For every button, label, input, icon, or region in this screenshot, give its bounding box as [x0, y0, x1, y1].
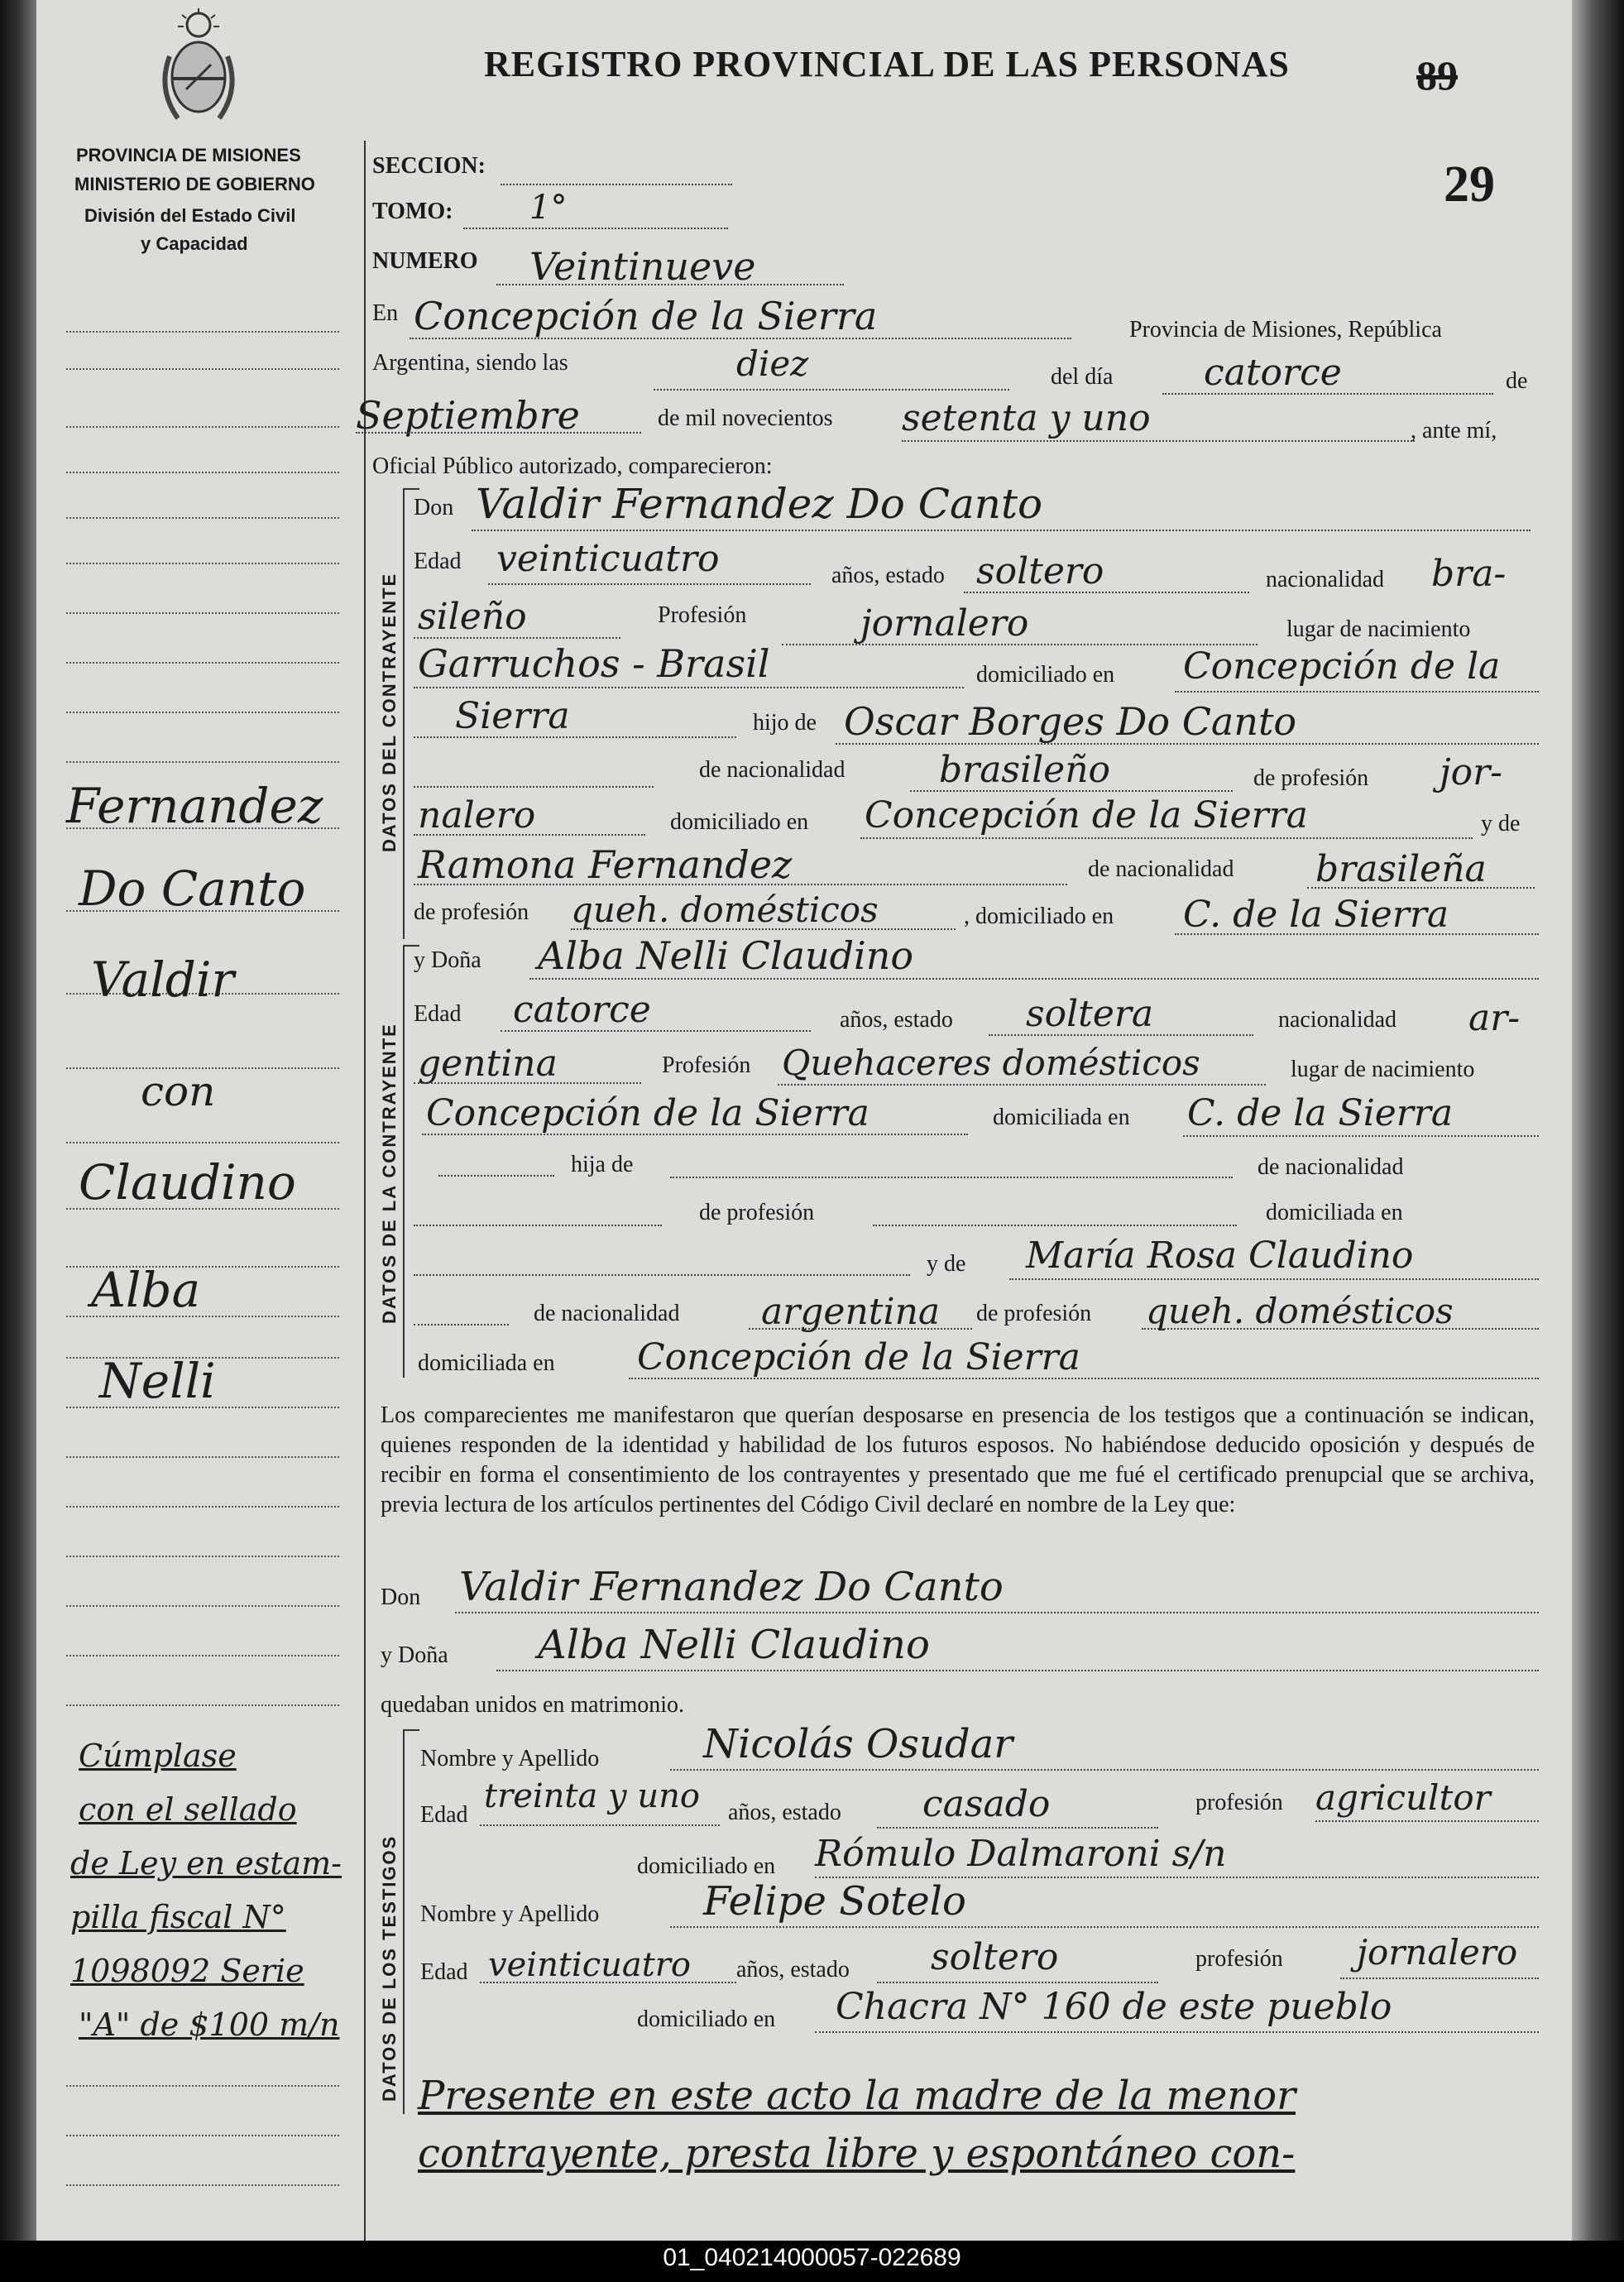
groom-dom-line — [1175, 691, 1539, 693]
groom-prof-label: Profesión — [658, 602, 747, 628]
bride-age: catorce — [513, 989, 651, 1031]
bride-hija-de-label: hija de — [571, 1152, 634, 1177]
bride-mother-dom-label: domiciliada en — [418, 1350, 555, 1376]
ante-mi-text: , ante mí, — [1411, 418, 1497, 443]
witness2-prof: jornalero — [1357, 1932, 1518, 1973]
note-line-1: Presente en este acto la madre de la menor — [418, 2073, 1296, 2119]
margin-stamp-note-2: con el sellado — [79, 1791, 297, 1828]
margin-surname-1: Fernandez — [66, 778, 323, 834]
margin-rule — [66, 2085, 339, 2087]
groom-dom-label: domiciliado en — [976, 662, 1115, 688]
tomo-label: TOMO: — [372, 199, 453, 224]
bride-edad-label: Edad — [414, 1001, 462, 1027]
bride-name-line — [529, 978, 1539, 980]
argentina-text: Argentina, siendo las — [372, 350, 568, 376]
groom-father-nac-label: de nacionalidad — [699, 757, 846, 783]
groom-father-prof1: jor- — [1440, 751, 1503, 793]
margin-first-name: Valdir — [91, 952, 235, 1008]
margin-rule — [66, 761, 339, 763]
image-filename: 01_040214000057-022689 — [663, 2244, 961, 2271]
margin-rule — [66, 1704, 339, 1706]
witness2-edad-label: Edad — [420, 1959, 468, 1985]
margin-rule — [66, 712, 339, 713]
bride-dom: C. de la Sierra — [1187, 1092, 1454, 1134]
institution-ministry: MINISTERIO DE GOBIERNO — [74, 174, 315, 194]
place-value: Concepción de la Sierra — [414, 294, 878, 338]
witness1-dom: Rómulo Dalmaroni s/n — [815, 1833, 1227, 1875]
day-line — [1162, 393, 1493, 395]
witness2-prof-label: profesión — [1195, 1946, 1283, 1972]
bride-mother-prof-label: de profesión — [976, 1301, 1092, 1326]
book-gutter — [0, 0, 36, 2241]
margin-rule — [66, 2135, 339, 2136]
del-dia-text: del día — [1051, 364, 1114, 390]
coat-of-arms-icon — [153, 7, 244, 131]
groom-mother: Ramona Fernandez — [418, 842, 793, 887]
bride-dom-line — [1183, 1135, 1539, 1137]
declaration-dona-label: y Doña — [381, 1642, 448, 1668]
bride-dom-label: domiciliada en — [993, 1105, 1130, 1130]
bride-estado: soltera — [1026, 993, 1154, 1035]
bride-father-nac-label: de nacionalidad — [1258, 1154, 1404, 1180]
bride-age-line — [501, 1030, 811, 1032]
margin-stamp-note-3: de Ley en estam- — [70, 1845, 342, 1882]
margin-rule — [66, 1556, 339, 1557]
witness1-anos-estado: años, estado — [728, 1800, 841, 1825]
declaration-bride-line — [496, 1670, 1539, 1671]
witness-section-label: DATOS DE LOS TESTIGOS — [379, 1834, 400, 2102]
institution-capacity: y Capacidad — [141, 233, 248, 254]
witness2-prof-line — [1340, 1978, 1539, 1979]
bride-prof-line — [778, 1084, 1266, 1086]
bride-father-line — [670, 1177, 1233, 1178]
groom-mother-prof-label: de profesión — [414, 899, 529, 925]
groom-y-de-label: y de — [1481, 811, 1521, 837]
bride-estado-line — [989, 1034, 1253, 1036]
bride-prof: Quehaceres domésticos — [782, 1043, 1200, 1083]
groom-nac-part2: sileño — [418, 596, 527, 638]
oficial-text: Oficial Público autorizado, comparecieron: — [372, 453, 773, 479]
groom-section-label: DATOS DEL CONTRAYENTE — [379, 572, 400, 852]
groom-edad-label: Edad — [414, 549, 462, 574]
margin-rule — [66, 368, 339, 370]
witness1-estado: casado — [922, 1783, 1051, 1825]
year-text: de mil novecientos — [658, 405, 833, 431]
groom-birthplace-label: lugar de nacimiento — [1286, 616, 1471, 642]
groom-father-line — [836, 743, 1539, 745]
groom-father-prof-label: de profesión — [1253, 765, 1369, 791]
year-line — [902, 440, 1415, 442]
witness2-name-line — [670, 1926, 1539, 1928]
groom-hijo-de-label: hijo de — [753, 710, 817, 736]
margin-rule — [66, 2184, 339, 2186]
witness-block-top — [403, 1729, 419, 1731]
bride-y-de-label: y de — [927, 1251, 966, 1277]
institution-province: PROVINCIA DE MISIONES — [76, 145, 301, 165]
groom-father-nac: brasileño — [939, 749, 1111, 791]
bride-nac-part1: ar- — [1468, 997, 1521, 1039]
groom-block-rule — [403, 488, 405, 939]
witness1-age-line — [480, 1824, 720, 1826]
witness1-prof-label: profesión — [1195, 1790, 1283, 1815]
witness1-name: Nicolás Osudar — [703, 1721, 1013, 1767]
numero-label: NUMERO — [372, 248, 478, 274]
witness-block-rule — [403, 1729, 405, 2114]
groom-father-prof-line — [414, 834, 645, 836]
margin-stamp-note-6: "A" de $100 m/n — [79, 2006, 340, 2043]
witness2-name: Felipe Sotelo — [703, 1878, 966, 1925]
margin-rule — [66, 331, 339, 333]
witness1-prof-line — [1315, 1820, 1539, 1822]
bride-block-top — [403, 945, 419, 947]
institution-division: División del Estado Civil — [84, 205, 296, 226]
day-value: catorce — [1204, 352, 1342, 394]
groom-birthplace-line — [414, 687, 964, 688]
witness2-dom-label: domiciliado en — [637, 2006, 776, 2032]
groom-estado: soltero — [976, 550, 1104, 592]
bride-mother-prof: queh. domésticos — [1146, 1291, 1454, 1331]
groom-don-label: Don — [414, 495, 454, 520]
seccion-line — [501, 184, 732, 185]
groom-prof: jornalero — [860, 602, 1029, 645]
bride-dona-label: y Doña — [414, 947, 481, 973]
margin-stamp-note-4: pilla fiscal N° — [70, 1899, 286, 1935]
bride-father-dom-line — [414, 1274, 910, 1276]
en-label: En — [372, 300, 399, 326]
bride-father-cont-line — [414, 1225, 662, 1226]
groom-father-cont-line — [414, 786, 654, 788]
bride-dom2-line — [438, 1175, 554, 1177]
month-line — [356, 432, 641, 434]
groom-father-dom-label: domiciliado en — [670, 809, 809, 835]
bride-nac-label: nacionalidad — [1278, 1007, 1397, 1033]
margin-rule — [66, 662, 339, 664]
bride-mother-nac-label: de nacionalidad — [534, 1301, 680, 1326]
groom-anos-estado: años, estado — [831, 563, 945, 588]
groom-mother-dom-label: , domiciliado en — [964, 904, 1114, 929]
groom-mother-nac-label: de nacionalidad — [1088, 856, 1234, 882]
bride-mother: María Rosa Claudino — [1026, 1234, 1414, 1277]
bride-mother-line — [1009, 1278, 1539, 1280]
groom-mother-dom: C. de la Sierra — [1183, 894, 1449, 936]
month-value: Septiembre — [356, 393, 580, 438]
groom-dom-part1: Concepción de la — [1183, 645, 1501, 688]
groom-dom2-line — [414, 736, 736, 738]
de-text: de — [1506, 368, 1528, 394]
margin-bride-first: Alba — [91, 1262, 201, 1318]
witness2-estado: soltero — [931, 1936, 1059, 1978]
crossed-acta-number: 89 — [1416, 52, 1458, 98]
witness2-anos-estado: años, estado — [736, 1957, 850, 1982]
margin-rule — [66, 612, 339, 614]
margin-rule — [66, 472, 339, 473]
groom-nac-label: nacionalidad — [1266, 567, 1385, 592]
groom-mother-prof-line — [571, 928, 956, 930]
groom-mother-nac: brasileña — [1315, 848, 1487, 890]
bride-block-rule — [403, 945, 405, 1378]
groom-nac-line — [414, 637, 620, 639]
groom-age-line — [488, 583, 811, 585]
bride-mother-dom-line — [629, 1378, 1539, 1379]
margin-rule — [66, 1456, 339, 1458]
groom-estado-line — [964, 592, 1249, 593]
witness1-estado-line — [877, 1827, 1158, 1829]
margin-con: con — [141, 1067, 216, 1115]
witness2-name-label: Nombre y Apellido — [420, 1901, 600, 1927]
bride-section-label: DATOS DE LA CONTRAYENTE — [379, 1023, 400, 1324]
numero-value: Veintinueve — [529, 244, 756, 289]
bride-father-prof-line — [873, 1225, 1237, 1226]
margin-divider — [364, 141, 366, 2241]
groom-mother-dom-line — [1175, 933, 1539, 935]
groom-father: Oscar Borges Do Canto — [844, 699, 1297, 744]
bride-mother-nac: argentina — [761, 1291, 941, 1333]
registry-title: REGISTRO PROVINCIAL DE LAS PERSONAS — [484, 44, 1290, 84]
note-line-2: contrayente, presta libre y espontáneo con- — [418, 2131, 1296, 2177]
bride-mother-dom: Concepción de la Sierra — [637, 1336, 1080, 1378]
witness2-age: veinticuatro — [488, 1946, 691, 1984]
declaration-groom: Valdir Fernandez Do Canto — [459, 1564, 1004, 1610]
declaration-closing: quedaban unidos en matrimonio. — [381, 1692, 685, 1718]
bride-name: Alba Nelli Claudino — [538, 933, 914, 978]
bride-birthplace: Concepción de la Sierra — [426, 1092, 869, 1134]
bride-mother-prof-line — [1142, 1328, 1539, 1330]
groom-name-line — [472, 530, 1531, 531]
declaration-don-label: Don — [381, 1584, 421, 1610]
margin-rule — [66, 517, 339, 519]
bride-prof-label: Profesión — [662, 1052, 751, 1078]
page-edge — [1572, 0, 1624, 2241]
witness1-age: treinta y uno — [484, 1777, 700, 1815]
hour-value: diez — [736, 343, 809, 384]
groom-mother-line — [414, 884, 1067, 885]
margin-stamp-note-5: 1098092 Serie — [70, 1953, 304, 1989]
witness2-estado-line — [877, 1982, 1158, 1983]
margin-rule — [66, 426, 339, 428]
tomo-line — [463, 228, 728, 229]
groom-dom-part2: Sierra — [455, 695, 570, 737]
seccion-label: SECCION: — [372, 153, 486, 179]
groom-father-dom-line — [860, 837, 1473, 839]
margin-stamp-note-1: Cúmplase — [79, 1738, 237, 1774]
year-value: setenta y uno — [902, 397, 1151, 439]
declaration-bride: Alba Nelli Claudino — [538, 1622, 930, 1668]
margin-rule — [66, 1605, 339, 1607]
margin-surname-2: Do Canto — [79, 861, 306, 917]
margin-bride-surname: Claudino — [79, 1154, 296, 1211]
groom-name: Valdir Fernandez Do Canto — [476, 480, 1043, 528]
witness1-dom-label: domiciliado en — [637, 1853, 776, 1879]
groom-father-prof2: nalero — [418, 794, 536, 837]
witness2-dom: Chacra N° 160 de este pueblo — [836, 1986, 1392, 2028]
hour-line — [654, 389, 1009, 391]
witness1-name-label: Nombre y Apellido — [420, 1746, 600, 1771]
groom-nac-part1: bra- — [1431, 553, 1507, 595]
margin-rule — [66, 1506, 339, 1508]
groom-mother-nac-line — [1307, 887, 1535, 889]
witness1-edad-label: Edad — [420, 1802, 468, 1828]
bride-mother-nac-line — [749, 1328, 972, 1330]
bride-mother-cont-line — [414, 1324, 509, 1326]
witness1-prof: agricultor — [1315, 1777, 1491, 1818]
groom-birthplace: Garruchos - Brasil — [418, 641, 770, 686]
groom-age: veinticuatro — [496, 538, 720, 580]
acta-number: 29 — [1444, 156, 1495, 213]
bride-nac-part2: gentina — [418, 1043, 558, 1085]
province-text: Provincia de Misiones, República — [1129, 317, 1442, 343]
bride-father-prof-label: de profesión — [699, 1200, 815, 1225]
margin-rule — [66, 563, 339, 564]
place-line — [410, 338, 1071, 339]
bride-anos-estado: años, estado — [840, 1007, 953, 1033]
groom-father-dom: Concepción de la Sierra — [865, 794, 1308, 837]
margin-rule — [66, 1142, 339, 1143]
witness1-name-line — [670, 1769, 1539, 1771]
bride-birthplace-line — [422, 1134, 968, 1135]
tomo-value: 1° — [529, 189, 568, 227]
margin-bride-second: Nelli — [99, 1353, 216, 1409]
witness2-dom-line — [815, 2031, 1539, 2033]
witness2-age-line — [480, 1982, 736, 1983]
groom-father-nac-line — [910, 790, 1233, 792]
bride-father-dom-label: domiciliada en — [1266, 1200, 1403, 1225]
bride-birthplace-label: lugar de nacimiento — [1291, 1057, 1475, 1082]
groom-mother-prof: queh. domésticos — [571, 889, 879, 930]
bride-nac-line — [414, 1082, 641, 1084]
margin-rule — [66, 1655, 339, 1656]
declaration-paragraph: Los comparecientes me manifestaron que querían desposarse en presencia de los testigos que a continuación se indican, quienes responden de la identidad y habilidad de los futuros esposos. No habiéndose deducido oposición y después de recibir en forma el consentimiento de los contrayentes y presentado que me fué el certificado prenupcial que se archiva, previa lectura de los artículos pertinentes del Código Civil declaré en nombre de la Ley que: — [381, 1402, 1535, 1517]
groom-block-top — [403, 488, 419, 490]
declaration-groom-line — [455, 1612, 1539, 1613]
